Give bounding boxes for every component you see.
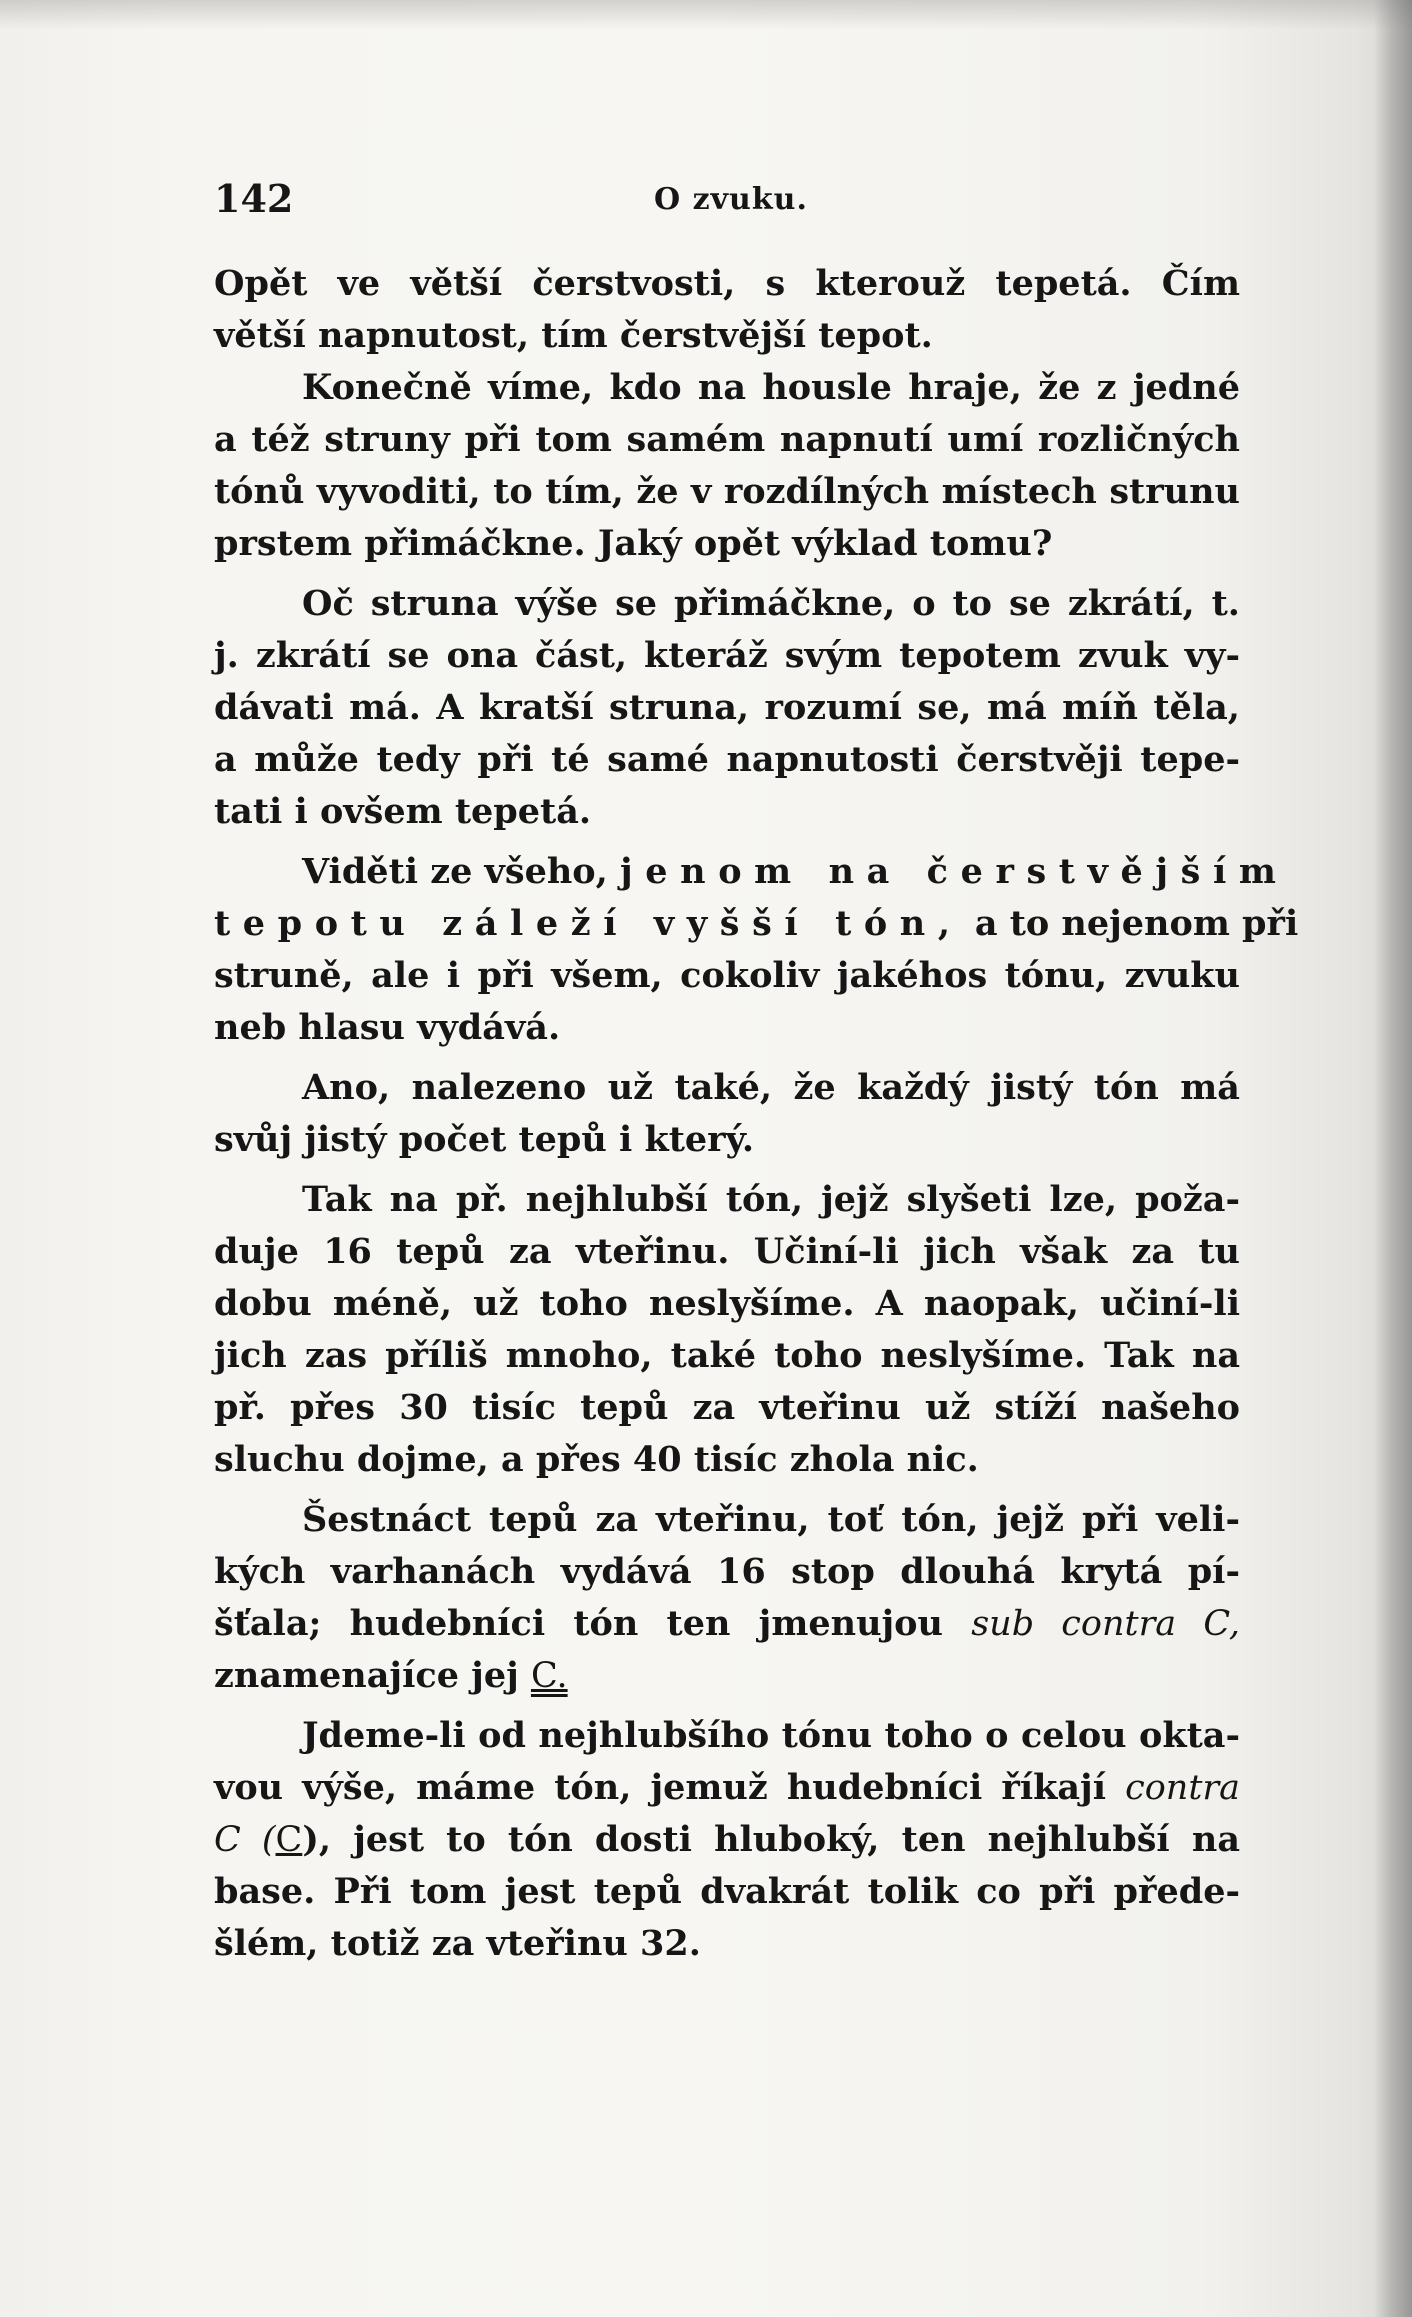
text-run: vou výše, máme tón, jemuž hudebníci říkají [214, 1767, 1107, 1808]
text-line: Oč struna výše se přimáčkne, o to se zkrátí, t. [302, 583, 1240, 624]
text-run: Viděti ze všeho, [302, 851, 608, 892]
text-line: Ano, nalezeno už také, že každý jistý tón má [302, 1067, 1240, 1108]
page-top-shadow [0, 0, 1412, 30]
spaced-emphasis: jenom na čerstvějším [620, 851, 1289, 892]
text-line: př. přes 30 tisíc tepů za vteřinu už stíží našeho [214, 1387, 1240, 1428]
spaced-emphasis: tepotu záleží vyšší tón, [214, 903, 963, 944]
page-number: 142 [214, 176, 294, 221]
text-line [214, 1598, 1240, 1650]
text-line: base. Při tom jest tepů dvakrát tolik co při přede- [214, 1871, 1240, 1912]
text-run: a to nejenom při [974, 903, 1299, 944]
text-line: neb hlasu vydává. [214, 1007, 561, 1048]
text-run: šťala; hudebníci tón ten jmenujou [214, 1603, 943, 1644]
text-line: Šestnáct tepů za vteřinu, toť tón, jejž při veli- [302, 1499, 1240, 1540]
text-line: Tak na př. nejhlubší tón, jejž slyšeti lze, poža- [302, 1179, 1240, 1220]
italic-term: sub contra C, [971, 1604, 1241, 1644]
note-symbol: C [275, 1820, 303, 1860]
text-line [214, 1814, 1240, 1866]
text-run: ), jest to tón dosti hluboký, ten nejhlubší na [302, 1819, 1240, 1860]
text-line [214, 846, 1289, 898]
text-line: j. zkrátí se ona část, kteráž svým tepotem zvuk vy- [214, 635, 1240, 676]
text-line: větší napnutost, tím čerstvější tepot. [214, 315, 933, 356]
text-line: dobu méně, už toho neslyšíme. A naopak, učiní-li [214, 1283, 1240, 1324]
text-line: svůj jistý počet tepů i který. [214, 1119, 755, 1160]
text-line: prstem přimáčkne. Jaký opět výklad tomu? [214, 523, 1053, 564]
text-line: Konečně víme, kdo na housle hraje, že z jedné [302, 367, 1240, 408]
text-line: a může tedy při té samé napnutosti čerstvěji tepe- [214, 739, 1240, 780]
text-line [214, 898, 1299, 950]
text-line: tati i ovšem tepetá. [214, 791, 592, 832]
text-line: struně, ale i při všem, cokoliv jakéhos tónu, zvuku [214, 955, 1240, 996]
text-line [214, 1762, 1240, 1814]
text-line: duje 16 tepů za vteřinu. Učiní-li jich však za tu [214, 1231, 1240, 1272]
page-right-shadow [1374, 0, 1412, 2317]
text-line: šlém, totiž za vteřinu 32. [214, 1923, 701, 1964]
text-line [214, 1650, 1240, 1702]
text-line: sluchu dojme, a přes 40 tisíc zhola nic. [214, 1439, 979, 1480]
text-line: tónů vyvoditi, to tím, že v rozdílných místech strunu [214, 471, 1240, 512]
text-line: Opět ve větší čerstvosti, s kterouž tepetá. Čím [214, 263, 1240, 304]
body-text [214, 258, 1299, 1970]
running-head [214, 176, 1234, 226]
text-line: Jdeme-li od nejhlubšího tónu toho o celou okta- [302, 1715, 1240, 1756]
chapter-title: O zvuku. [654, 182, 808, 217]
italic-term: contra [1125, 1768, 1240, 1808]
text-run: znamenajíce jej [214, 1655, 519, 1696]
note-symbol: C. [530, 1656, 568, 1696]
text-line: kých varhanách vydává 16 stop dlouhá krytá pí- [214, 1551, 1240, 1592]
text-line: jich zas příliš mnoho, také toho neslyšíme. Tak na [214, 1335, 1240, 1376]
text-line: dávati má. A kratší struna, rozumí se, má míň těla, [214, 687, 1240, 728]
italic-term: C ( [214, 1820, 276, 1860]
text-line: a též struny při tom samém napnutí umí rozličných [214, 419, 1240, 460]
